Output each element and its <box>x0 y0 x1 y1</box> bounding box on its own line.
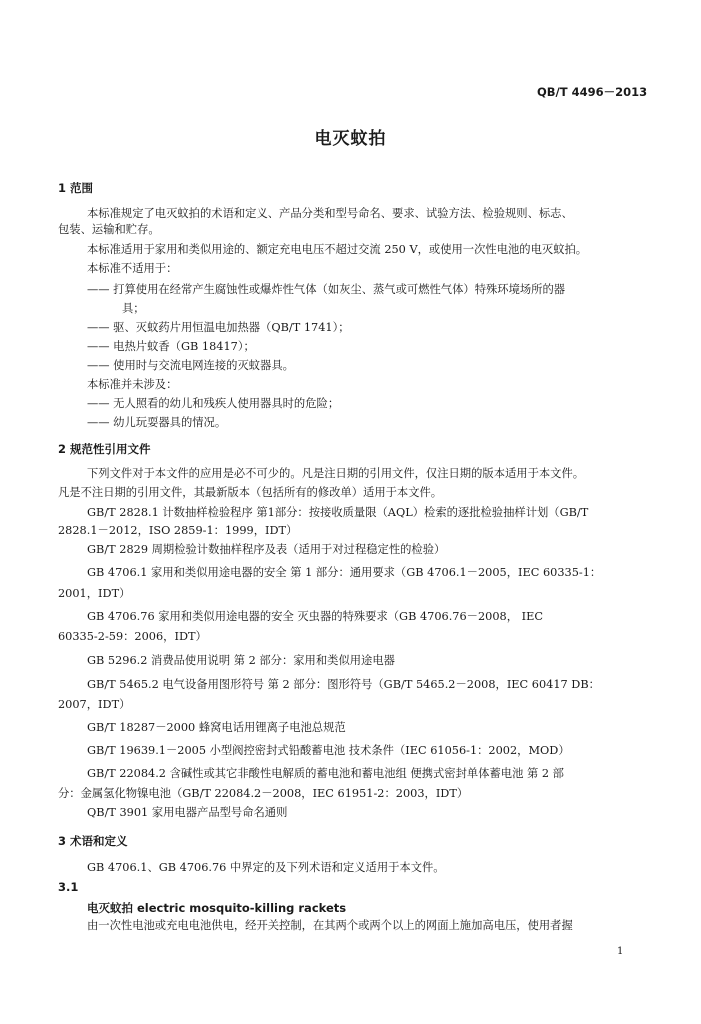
reference-line: GB 5296.2 消费品使用说明 第 2 部分：家用和类似用途电器 <box>87 654 395 667</box>
subsection-number: 3.1 <box>58 880 79 894</box>
reference-line: GB 4706.76 家用和类似用途电器的安全 灭虫器的特殊要求（GB 4706.76－2008， IEC <box>87 610 543 623</box>
section-1-line: 本标准并未涉及： <box>87 378 178 391</box>
section-3-heading: 3 术语和定义 <box>58 834 128 848</box>
reference-line: QB/T 3901 家用电器产品型号命名通则 <box>87 806 288 819</box>
term-definition: 由一次性电池或充电电池供电，经开关控制，在其两个或两个以上的网面上施加高电压，使用者握 <box>87 919 573 932</box>
section-1-line: 本标准适用于家用和类似用途的、额定充电电压不超过交流 250 V，或使用一次性电池的电灭蚊拍。 <box>87 243 588 256</box>
section-1-line: —— 幼儿玩耍器具的情况。 <box>87 416 227 429</box>
section-1-line: 本标准不适用于： <box>87 262 178 275</box>
reference-line: 分：金属氢化物镍电池（GB/T 22084.2－2008，IEC 61951-2：2003，IDT） <box>58 787 469 800</box>
reference-line: GB/T 2829 周期检验计数抽样程序及表（适用于对过程稳定性的检验） <box>87 543 446 556</box>
reference-line: 2828.1－2012，ISO 2859-1：1999，IDT） <box>58 524 298 537</box>
section-3-intro: GB 4706.1、GB 4706.76 中界定的及下列术语和定义适用于本文件。 <box>87 861 445 874</box>
reference-line: GB/T 19639.1－2005 小型阀控密封式铅酸蓄电池 技术条件（IEC 61056-1：2002，MOD） <box>87 744 570 757</box>
section-2-line: 下列文件对于本文件的应用是必不可少的。凡是注日期的引用文件，仅注日期的版本适用于本文件。 <box>87 467 585 480</box>
reference-line: GB/T 2828.1 计数抽样检验程序 第1部分：按接收质量限（AQL）检索的逐批检验抽样计划（GB/T <box>87 506 589 519</box>
reference-line: GB/T 18287－2000 蜂窝电话用锂离子电池总规范 <box>87 721 346 734</box>
section-1-line: —— 电热片蚊香（GB 18417）； <box>87 340 255 353</box>
reference-line: GB/T 5465.2 电气设备用图形符号 第 2 部分：图形符号（GB/T 5465.2－2008，IEC 60417 DB： <box>87 678 600 691</box>
reference-line: GB/T 22084.2 含碱性或其它非酸性电解质的蓄电池和蓄电池组 便携式密封单体蓄电池 第 2 部 <box>87 767 564 780</box>
section-1-line: —— 驱、灭蚊药片用恒温电加热器（QB/T 1741）； <box>87 321 350 334</box>
reference-line: 2007，IDT） <box>58 698 131 711</box>
section-1-line: —— 打算使用在经常产生腐蚀性或爆炸性气体（如灰尘、蒸气或可燃性气体）特殊环境场所的器 <box>87 283 566 296</box>
section-1-line: —— 使用时与交流电网连接的灭蚊器具。 <box>87 359 294 372</box>
standard-code: QB/T 4496－2013 <box>537 85 648 99</box>
term-heading: 电灭蚊拍 electric mosquito-killing rackets <box>87 901 347 915</box>
section-2-heading: 2 规范性引用文件 <box>58 442 151 456</box>
section-2-line: 凡是不注日期的引用文件，其最新版本（包括所有的修改单）适用于本文件。 <box>58 486 443 499</box>
reference-line: 60335-2-59：2006，IDT） <box>58 630 207 643</box>
reference-line: GB 4706.1 家用和类似用途电器的安全 第 1 部分：通用要求（GB 4706.1－2005，IEC 60335-1： <box>87 566 602 579</box>
reference-line: 2001，IDT） <box>58 587 131 600</box>
section-1-line: 包装、运输和贮存。 <box>58 223 160 236</box>
section-1-heading: 1 范围 <box>58 181 94 195</box>
page-number: 1 <box>617 946 624 957</box>
section-1-line: 具； <box>122 302 145 315</box>
document-title: 电灭蚊拍 <box>314 129 387 149</box>
section-1-line: 本标准规定了电灭蚊拍的术语和定义、产品分类和型号命名、要求、试验方法、检验规则、标志、 <box>87 207 573 220</box>
section-1-line: —— 无人照看的幼儿和残疾人使用器具时的危险； <box>87 397 340 410</box>
